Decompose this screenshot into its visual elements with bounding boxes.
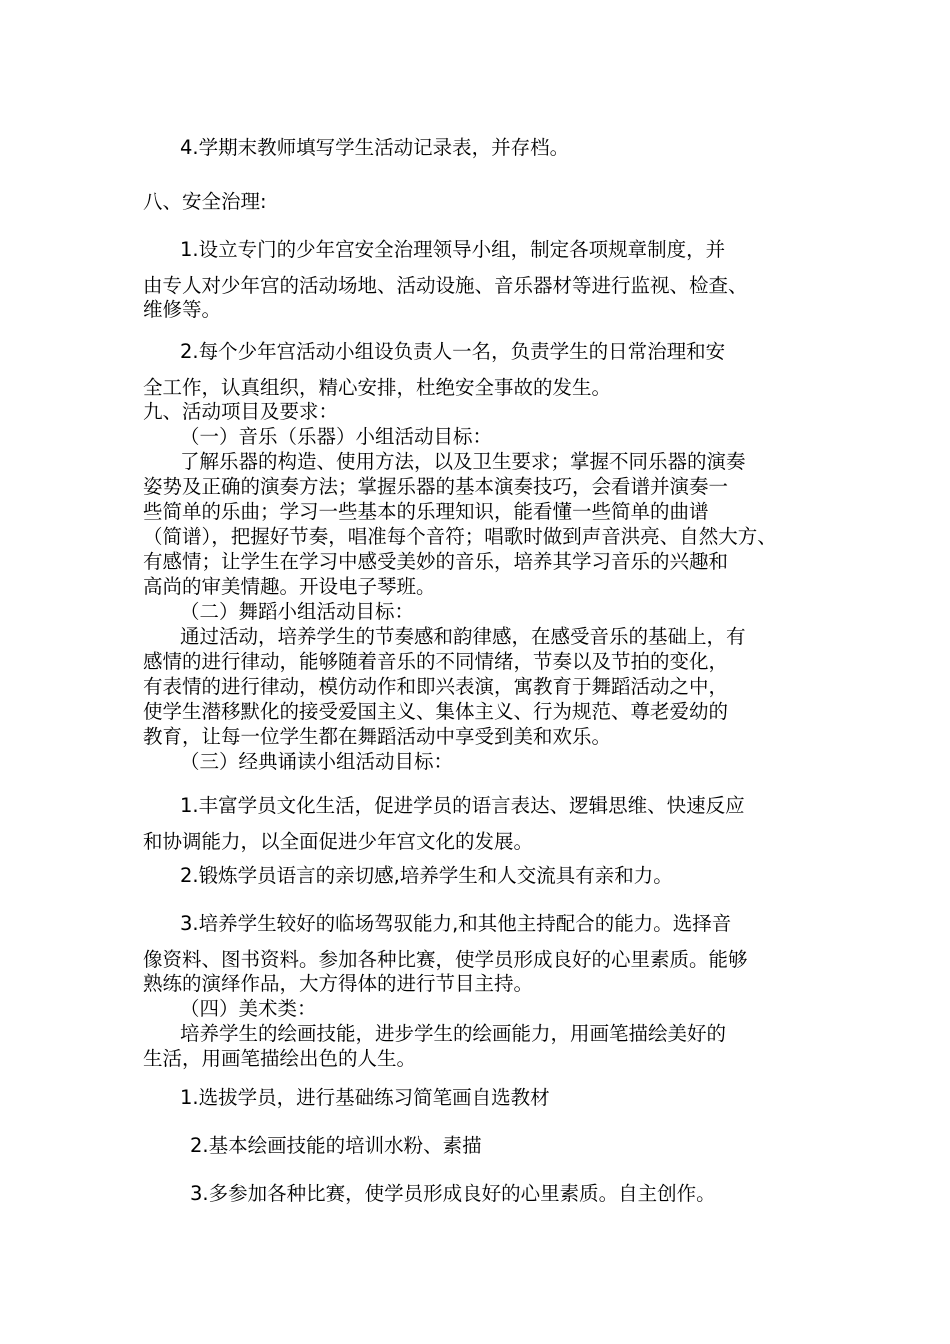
paragraph-line: 熟练的演绎作品，大方得体的进行节目主持。 <box>143 972 534 995</box>
paragraph-line: 有感情；让学生在学习中感受美妙的音乐，培养其学习音乐的兴趣和 <box>143 550 729 573</box>
paragraph-line: 1.选拔学员，进行基础练习简笔画自选教材 <box>180 1086 550 1109</box>
section-heading-8: 八、安全治理: <box>143 190 267 213</box>
paragraph-line: 2.锻炼学员语言的亲切感,培养学生和人交流具有亲和力。 <box>180 864 673 887</box>
paragraph-line: 教育，让每一位学生都在舞蹈活动中享受到美和欢乐。 <box>143 725 612 748</box>
paragraph-line: 1.丰富学员文化生活，促进学员的语言表达、逻辑思维、快速反应 <box>180 794 745 817</box>
paragraph-line: 通过活动，培养学生的节奏感和韵律感，在感受音乐的基础上，有 <box>180 625 746 648</box>
subsection-heading: （四）美术类： <box>180 997 317 1020</box>
paragraph-line: 高尚的审美情趣。开设电子琴班。 <box>143 575 436 598</box>
paragraph-line: 3.培养学生较好的临场驾驭能力,和其他主持配合的能力。选择音 <box>180 912 732 935</box>
subsection-heading: （三）经典诵读小组活动目标： <box>180 750 454 773</box>
paragraph-line: 些简单的乐曲；学习一些基本的乐理知识，能看懂一些简单的曲谱 <box>143 500 709 523</box>
paragraph-line: 像资料、图书资料。参加各种比赛，使学员形成良好的心里素质。能够 <box>143 948 748 971</box>
paragraph-line: 感情的进行律动，能够随着音乐的不同情绪，节奏以及节拍的变化， <box>143 650 729 673</box>
section-heading-9: 九、活动项目及要求： <box>143 400 339 423</box>
paragraph-line: 2.基本绘画技能的培训水粉、素描 <box>190 1134 482 1157</box>
paragraph-line: 姿势及正确的演奏方法；掌握乐器的基本演奏技巧，会看谱并演奏一 <box>143 475 729 498</box>
paragraph-line: 1.设立专门的少年宫安全治理领导小组，制定各项规章制度，并 <box>180 238 726 261</box>
paragraph-line: 使学生潜移默化的接受爱国主义、集体主义、行为规范、尊老爱幼的 <box>143 700 729 723</box>
paragraph-line: 培养学生的绘画技能，进步学生的绘画能力，用画笔描绘美好的 <box>180 1022 727 1045</box>
paragraph-line: （简谱），把握好节奏，唱准每个音符；唱歌时做到声音洪亮、自然大方、 <box>143 525 777 548</box>
subsection-heading: （二）舞蹈小组活动目标： <box>180 600 415 623</box>
subsection-heading: （一）音乐（乐器）小组活动目标： <box>180 425 493 448</box>
paragraph-line: 维修等。 <box>143 298 222 321</box>
paragraph-line: 生活，用画笔描绘出色的人生。 <box>143 1047 417 1070</box>
paragraph-line: 4.学期末教师填写学生活动记录表，并存档。 <box>180 136 570 159</box>
paragraph-line: 2.每个少年宫活动小组设负责人一名，负责学生的日常治理和安 <box>180 340 726 363</box>
paragraph-line: 和协调能力，以全面促进少年宫文化的发展。 <box>143 830 534 853</box>
paragraph-line: 3.多参加各种比赛，使学员形成良好的心里素质。自主创作。 <box>190 1182 716 1205</box>
paragraph-line: 了解乐器的构造、使用方法，以及卫生要求；掌握不同乐器的演奏 <box>180 450 746 473</box>
paragraph-line: 有表情的进行律动，模仿动作和即兴表演，寓教育于舞蹈活动之中， <box>143 675 729 698</box>
paragraph-line: 全工作，认真组织，精心安排，杜绝安全事故的发生。 <box>143 376 612 399</box>
paragraph-line: 由专人对少年宫的活动场地、活动设施、音乐器材等进行监视、检查、 <box>143 274 748 297</box>
